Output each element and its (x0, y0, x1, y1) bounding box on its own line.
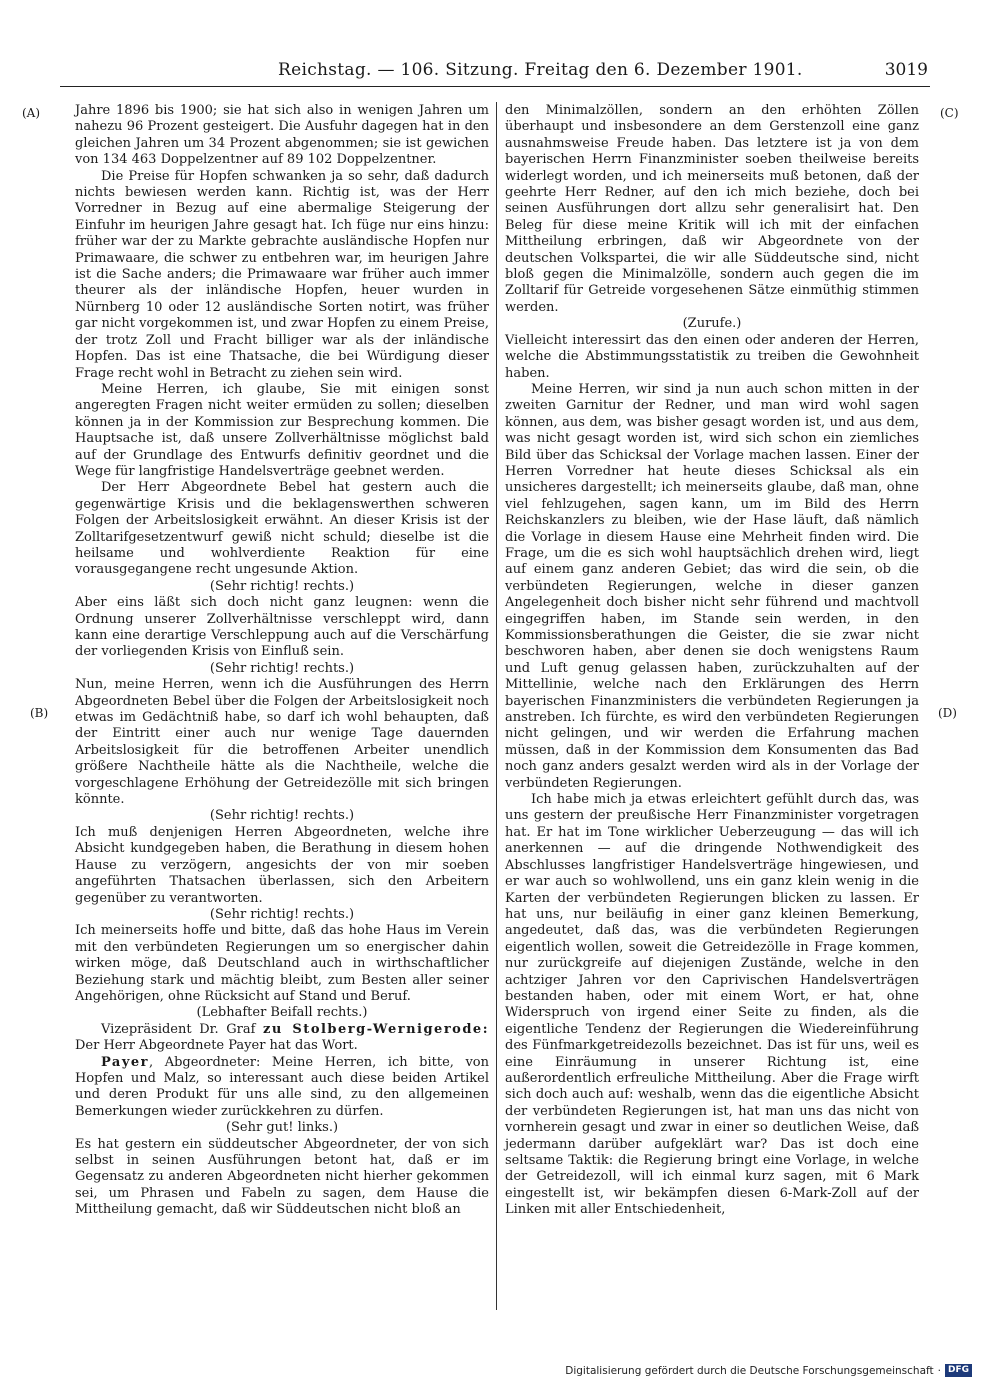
paragraph: Vielleicht interessirt das den einen oder anderen der Herren, welche die Abstimmungsstatistik zu treiben die Gewohnheit haben. (505, 332, 919, 381)
paragraph: Der Herr Abgeordnete Bebel hat gestern auch die gegenwärtige Krisis und die beklagenswerthen schweren Folgen der Arbeitslosigkeit erwähnt. An dieser Krisis ist der Zolltarifgesetzentwurf gewiß nicht schuld; dieselbe ist die heilsame und wohlverdiente Reaktion für eine vorausgegangene recht ungesunde Aktion. (75, 480, 489, 578)
interjection: (Sehr richtig! rechts.) (209, 578, 355, 594)
interjection: (Sehr richtig! rechts.) (209, 660, 355, 676)
footer-text: Digitalisierung gefördert durch die Deutsche Forschungsgemeinschaft (565, 1364, 934, 1377)
margin-marker-d: (D) (938, 706, 957, 720)
interjection: (Lebhafter Beifall rechts.) (196, 1005, 368, 1021)
interjection: (Sehr richtig! rechts.) (209, 808, 355, 824)
speaker-paragraph (75, 1022, 489, 1055)
margin-marker-a: (A) (22, 106, 41, 120)
speaker-text: Der Herr Abgeordnete Payer hat das Wort. (75, 1038, 358, 1054)
interjection: (Zurufe.) (682, 316, 742, 332)
paragraph: Nun, meine Herren, wenn ich die Ausführungen des Herrn Abgeordneten Bebel über die Folgen der Arbeitslosigkeit noch etwas im Gedächtniß habe, so darf ich wohl behaupten, daß der Eintritt einer auch nur wenige Tage dauernden Arbeitslosigkeit für die betroffenen Arbeiter unendlich größere Nachtheile hätte als die Nachtheile, welche die vorgeschlagene Erhöhung der Getreidezölle mit sich bringen könnte. (75, 677, 489, 808)
dfg-logo-icon: DFG (945, 1364, 972, 1377)
paragraph: Es hat gestern ein süddeutscher Abgeordneter, der von sich selbst in seinen Ausführungen betont hat, daß er im Gegensatz zu anderen Abgeordneten nicht hierher gekommen sei, um Phrasen und Fabeln zu sagen, dem Hause die Mittheilung gemacht, daß wir Süddeutschen nicht bloß an (75, 1136, 489, 1218)
paragraph: Die Preise für Hopfen schwanken ja so sehr, daß dadurch nichts bewiesen werden kann. Richtig ist, was der Herr Vorredner in Bezug auf eine abermalige Steigerung der Einfuhr im heurigen Jahre gesagt hat. Ich füge nur eins hinzu: früher war der zu Markte gebrachte ausländische Hopfen nur Primawaare, die schwer zu entbehren war, im heurigen Jahre ist die Sache anders; die Primawaare war früher auch immer theurer als der inländische Hopfen, heuer wurden in Nürnberg 10 oder 12 ausländische Sorten notirt, was früher gar nicht vorgekommen ist, und zwar Hopfen zu einem Preise, der trotz Zoll und Fracht billiger war als der inländische Hopfen. Das ist eine Thatsache, die bei Würdigung dieser Frage recht wohl in Betracht zu ziehen sein wird. (75, 168, 489, 381)
paragraph: Meine Herren, wir sind ja nun auch schon mitten in der zweiten Garnitur der Redner, und man wird wohl sagen können, aus dem, was bisher gesagt worden ist, und aus dem, was nicht gesagt worden ist, wird sich schon ein ziemliches Bild über das Schicksal der Vorlage machen lassen. Einer der Herren Vorredner hat heute dieses Schicksal als ein unsicheres dargestellt; ich meinerseits glaube, daß man, ohne viel fehlzugehen, sagen kann, um im Bild des Herrn Reichskanzlers zu bleiben, wie der Hase läuft, daß nämlich die Vorlage in diesem Hause eine Mehrheit finden wird. Die Frage, um die es sich wohl hauptsächlich drehen wird, liegt auf einem ganz anderen Gebiet; das wird die sein, ob die verbündeten Regierungen, welche in dieser ganzen Angelegenheit doch bisher nicht sehr führend und machtvoll eingegriffen haben, im Stande sein werden, in den Kommissionsberathungen die Geister, die sie zwar nicht beschworen haben, aber denen sie doch wenigstens Raum und Luft genug gelassen haben, zurückzuhalten auf der Mittellinie, welche nach den Erklärungen des Herrn bayerischen Finanzministers die verbündeten Regierungen ja anstreben. Ich fürchte, es wird den verbündeten Regierungen nicht gelingen, und wir werden die Erfahrung machen müssen, daß in der Kommission dem Konsumenten das Bad noch ganz anders gesalzt werden wird als in der Vorlage der verbündeten Regierungen. (505, 381, 919, 791)
paragraph: Meine Herren, ich glaube, Sie mit einigen sonst angeregten Fragen nicht weiter ermüden zu sollen; dieselben können ja in der Kommission zur Besprechung kommen. Die Hauptsache ist, daß unsere Zollverhältnisse möglichst bald auf der Grundlage des Entwurfs definitiv geordnet und die Wege für langfristige Handelsverträge geebnet werden. (75, 381, 489, 479)
speaker-prefix: Vizepräsident Dr. Graf (101, 1021, 264, 1037)
paragraph: Ich habe mich ja etwas erleichtert gefühlt durch das, was uns gestern der preußische Herr Finanzminister vorgetragen hat. Er hat im Tone wirklicher Ueberzeugung — das will ich anerkennen — auf die dringende Nothwendigkeit des Abschlusses langfristiger Handelsverträge hingewiesen, und er war auch so wohlwollend, uns ein ganz klein wenig in die Karten der verbündeten Regierungen blicken zu lassen. Er hat uns, nur beiläufig in einer ganz kleinen Bemerkung, angedeutet, daß das, was die verbündeten Regierungen eigentlich wollen, soweit die Getreidezölle in Frage kommen, nur zurückgreife auf diejenigen Zustände, welche in den achtziger Jahren vor den Caprivischen Handelsverträgen bestanden haben, oder mit einem Wort, er hat, ohne Widerspruch von irgend einer Seite zu finden, als die eigentliche Tendenz der Regierungen die Wiedereinführung des Fünfmarkgetreidezolls bezeichnet. Das ist für uns, weil es eine Einräumung in unserer Richtung ist, eine außerordentlich erfreuliche Mittheilung. Aber die Frage wirft sich doch auch auf: weshalb, wenn das die eigentliche Absicht der verbündeten Regierungen ist, hat man uns das nicht von vornherein gesagt und zwar in einer so deutlichen Weise, daß jedermann darüber aufgeklärt war? Das ist doch eine seltsame Taktik: die Regierung bringt eine Vorlage, in welche der Getreidezoll, will ich einmal kurz sagen, mit 6 Mark eingestellt ist, wir bekämpfen diesen 6-Mark-Zoll auf der Linken mit aller Entschiedenheit, (505, 792, 919, 1218)
speaker-paragraph (75, 1055, 489, 1121)
right-text-column (505, 103, 919, 1219)
interjection: (Sehr gut! links.) (225, 1120, 339, 1136)
column-divider (496, 102, 497, 1310)
paragraph: Aber eins läßt sich doch nicht ganz leugnen: wenn die Ordnung unserer Zollverhältnisse verschleppt wird, dann kann eine derartige Verschleppung auch auf die Verschärfung der vorliegenden Krisis von Einfluß sein. (75, 595, 489, 660)
paragraph: Ich meinerseits hoffe und bitte, daß das hohe Haus im Verein mit den verbündeten Regierungen um so energischer dahin wirken möge, daß Deutschland auch in wirthschaftlicher Beziehung stark und mächtig bleibt, zum Besten aller seiner Angehörigen, ohne Rücksicht auf Stand und Beruf. (75, 923, 489, 1004)
margin-marker-c: (C) (940, 106, 959, 120)
digitization-footer: Digitalisierung gefördert durch die Deutsche Forschungsgemeinschaft · DFG (565, 1364, 972, 1377)
paragraph: Ich muß denjenigen Herren Abgeordneten, welche ihre Absicht kundgegeben haben, die Berathung in diesem hohen Hause zu verzögern, angesichts der von mir soeben angeführten Thatsachen überlassen, sich den Arbeitern gegenüber zu verantworten. (75, 824, 489, 906)
speaker-name: Payer (101, 1054, 150, 1070)
running-title: Reichstag. — 106. Sitzung. Freitag den 6. Dezember 1901. (278, 60, 803, 80)
speaker-name: zu Stolberg-Wernigerode: (263, 1021, 489, 1037)
paragraph: Jahre 1896 bis 1900; sie hat sich also in wenigen Jahren um nahezu 96 Prozent gesteigert. Die Ausfuhr dagegen hat in den gleichen Jahren um 34 Prozent abgenommen; sie ist gewichen von 134 463 Doppelzentner auf 89 102 Doppelzentner. (75, 103, 489, 168)
speaker-text: , Abgeordneter: Meine Herren, ich bitte, von Hopfen und Malz, so interessant auch diese beiden Artikel und deren Produkt für uns alle sind, zu den allgemeinen Bemerkungen wieder zurückkehren zu dürfen. (75, 1054, 489, 1119)
margin-marker-b: (B) (30, 706, 49, 720)
page-number: 3019 (884, 60, 928, 80)
left-text-column (75, 103, 489, 1219)
paragraph: den Minimalzöllen, sondern an den erhöhten Zöllen überhaupt und insbesondere an dem Gerstenzoll eine ganz ausnahmsweise Freude haben. Das letztere ist ja von dem bayerischen Herrn Finanzminister soeben theilweise bereits widerlegt worden, und ich meinerseits muß betonen, daß der geehrte Herr Redner, auf den ich mich beziehe, doch bei seinen Ausführungen dort allzu sehr generalisirt hat. Den Beleg für diese meine Kritik will ich mit der einfachen Mittheilung erbringen, daß wir Abgeordnete von der deutschen Volkspartei, die wir alle Süddeutsche sind, nicht bloß gegen die Minimalzölle, sondern auch gegen die im Zolltarif für Getreide vorgesehenen Sätze einmüthig stimmen werden. (505, 103, 919, 315)
interjection: (Sehr richtig! rechts.) (209, 906, 355, 922)
page-header (60, 58, 930, 87)
